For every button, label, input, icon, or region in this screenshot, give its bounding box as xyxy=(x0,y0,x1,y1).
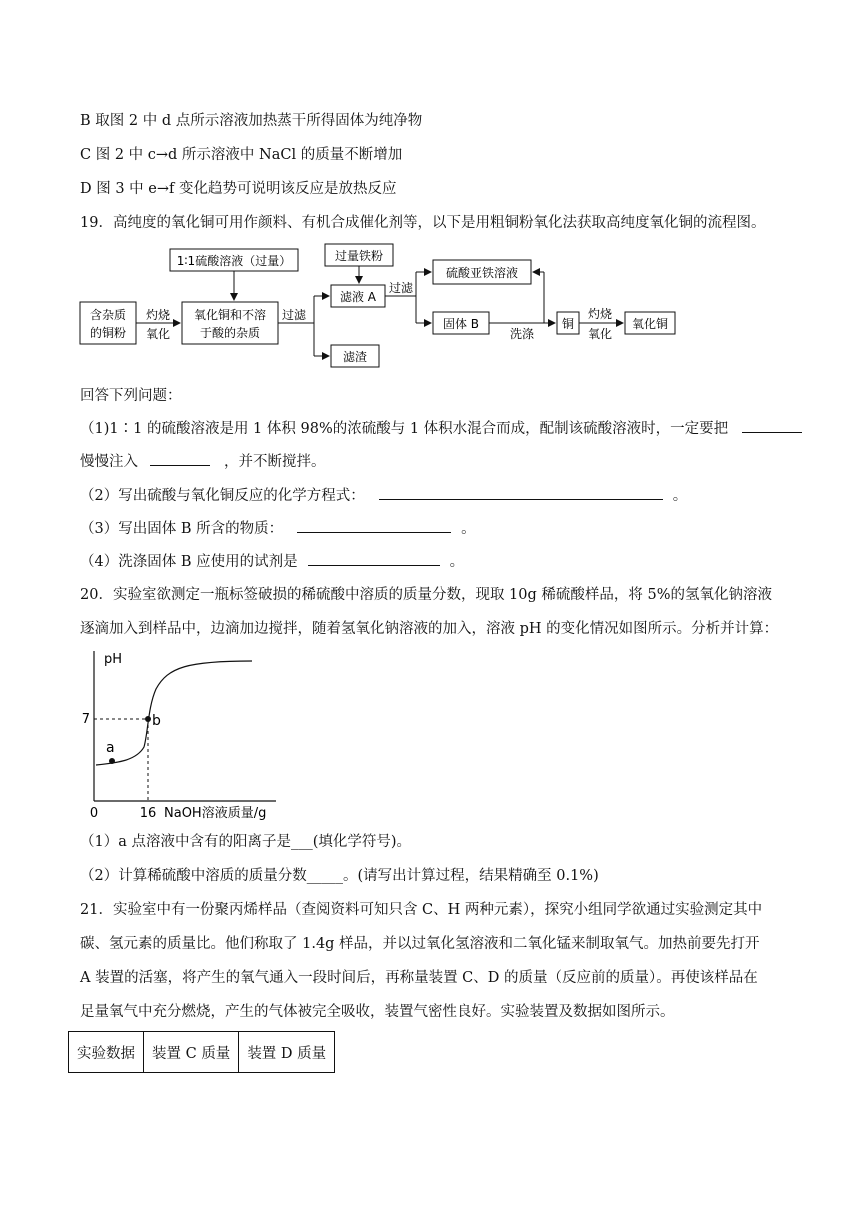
q19-p1-blank-1[interactable] xyxy=(742,418,802,433)
filtrate-a-label: 滤液 A xyxy=(339,290,377,304)
burn2-label-b: 氧化 xyxy=(587,327,613,341)
option-d: D 图 3 中 e→f 变化趋势可说明该反应是放热反应 xyxy=(80,181,397,197)
q19-flowchart xyxy=(76,242,716,374)
q19-p2-blank[interactable] xyxy=(379,485,663,500)
q19-part2 xyxy=(80,485,687,506)
q19-answer-intro: 回答下列问题： xyxy=(80,388,182,404)
residue-label: 滤渣 xyxy=(342,350,368,364)
point-a xyxy=(109,758,115,764)
q20-stem-1: 20．实验室欲测定一瓶标签破损的稀硫酸中溶质的质量分数，现取 10g 稀硫酸样品，将 5%的氢氧化钠溶液 xyxy=(80,587,773,603)
cuo-label: 氧化铜 xyxy=(631,317,669,331)
table-header-cell: 装置 D 质量 xyxy=(239,1032,335,1073)
q20-part2: （2）计算稀硫酸中溶质的质量分数_____。(请写出计算过程，结果精确至 0.1%) xyxy=(80,868,599,884)
q19-part1-line1 xyxy=(80,418,806,439)
point-a-label: a xyxy=(106,740,115,756)
table-header-cell: 装置 C 质量 xyxy=(144,1032,239,1073)
q20-part1: （1）a 点溶液中含有的阳离子是___(填化学符号)。 xyxy=(80,834,412,850)
q19-stem: 19．高纯度的氧化铜可用作颜料、有机合成催化剂等，以下是用粗铜粉氧化法获取高纯度氧化铜的流程图。 xyxy=(80,215,766,231)
iron-label: 过量铁粉 xyxy=(334,249,384,263)
option-c: C 图 2 中 c→d 所示溶液中 NaCl 的质量不断增加 xyxy=(80,147,403,163)
q20-stem-2: 逐滴加入到样品中，边滴加边搅拌，随着氢氧化钠溶液的加入，溶液 pH 的变化情况如图所示。分析并计算： xyxy=(80,621,779,637)
option-b: B 取图 2 中 d 点所示溶液加热蒸干所得固体为纯净物 xyxy=(80,113,423,129)
q21-data-table xyxy=(68,1031,335,1073)
q19-p2-text-b: 。 xyxy=(672,488,688,504)
q19-p3-blank[interactable] xyxy=(297,518,451,533)
q19-p1-blank-2[interactable] xyxy=(150,451,210,466)
x-tick-0: 0 xyxy=(89,806,99,821)
q19-part3 xyxy=(80,518,476,539)
point-b xyxy=(145,716,151,722)
point-b-label: b xyxy=(152,713,161,729)
table-header-cell: 实验数据 xyxy=(69,1032,144,1073)
q19-p2-text-a: （2）写出硫酸与氧化铜反应的化学方程式： xyxy=(80,488,365,504)
q19-part4 xyxy=(80,551,464,572)
ph-chart xyxy=(76,645,296,825)
burn1-label-a: 灼烧 xyxy=(145,308,171,322)
copper-label: 铜 xyxy=(561,317,575,331)
q19-part1-line2 xyxy=(80,451,326,472)
filter1-label: 过滤 xyxy=(281,308,307,322)
filter2-label: 过滤 xyxy=(388,281,414,295)
solid-b-label: 固体 B xyxy=(442,317,480,331)
q19-p4-text-b: 。 xyxy=(449,554,465,570)
table-row xyxy=(69,1032,335,1073)
y-tick-7: 7 xyxy=(81,712,90,727)
q19-p1-text-b: 慢慢注入 xyxy=(80,454,138,470)
q21-line-1: 21．实验室中有一份聚丙烯样品（查阅资料可知只含 C、H 两种元素），探究小组同学欲通过实验测定其中 xyxy=(80,902,763,918)
q19-p4-text-a: （4）洗涤固体 B 应使用的试剂是 xyxy=(80,554,298,570)
burn1-label-b: 氧化 xyxy=(145,327,171,341)
q19-p3-text-b: 。 xyxy=(461,521,476,537)
q21-line-3: A 装置的活塞，将产生的氧气通入一段时间后，再称量装置 C、D 的质量（反应前的质量）。再使该样品在 xyxy=(80,970,758,986)
q19-p1-text-c: ，并不断搅拌。 xyxy=(224,454,326,470)
raw-label-2: 的铜粉 xyxy=(89,326,127,340)
mix-label-2: 于酸的杂质 xyxy=(199,326,261,340)
mix-label-1: 氧化铜和不溶 xyxy=(193,308,267,322)
acid-label: 1∶1硫酸溶液（过量） xyxy=(176,254,292,268)
x-tick-16: 16 xyxy=(139,806,157,821)
q19-p4-blank[interactable] xyxy=(308,551,440,566)
y-axis-label: pH xyxy=(104,652,123,667)
q19-p3-text-a: （3）写出固体 B 所含的物质： xyxy=(80,521,284,537)
q21-line-2: 碳、氢元素的质量比。他们称取了 1.4g 样品，并以过氧化氢溶液和二氧化锰来制取氧气。加热前要先打开 xyxy=(80,936,760,952)
wash-label: 洗涤 xyxy=(509,327,535,341)
q19-p1-text-a: （1)1∶1 的硫酸溶液是用 1 体积 98%的浓硫酸与 1 体积水混合而成，配制该硫酸溶液时，一定要把 xyxy=(80,421,729,437)
feso4-label: 硫酸亚铁溶液 xyxy=(445,266,519,280)
q21-line-4: 足量氧气中充分燃烧，产生的气体被完全吸收，装置气密性良好。实验装置及数据如图所示。 xyxy=(80,1004,675,1020)
raw-label-1: 含杂质 xyxy=(89,308,127,322)
ph-curve xyxy=(96,661,252,765)
x-axis-label: NaOH溶液质量/g xyxy=(164,806,267,821)
burn2-label-a: 灼烧 xyxy=(587,307,613,321)
